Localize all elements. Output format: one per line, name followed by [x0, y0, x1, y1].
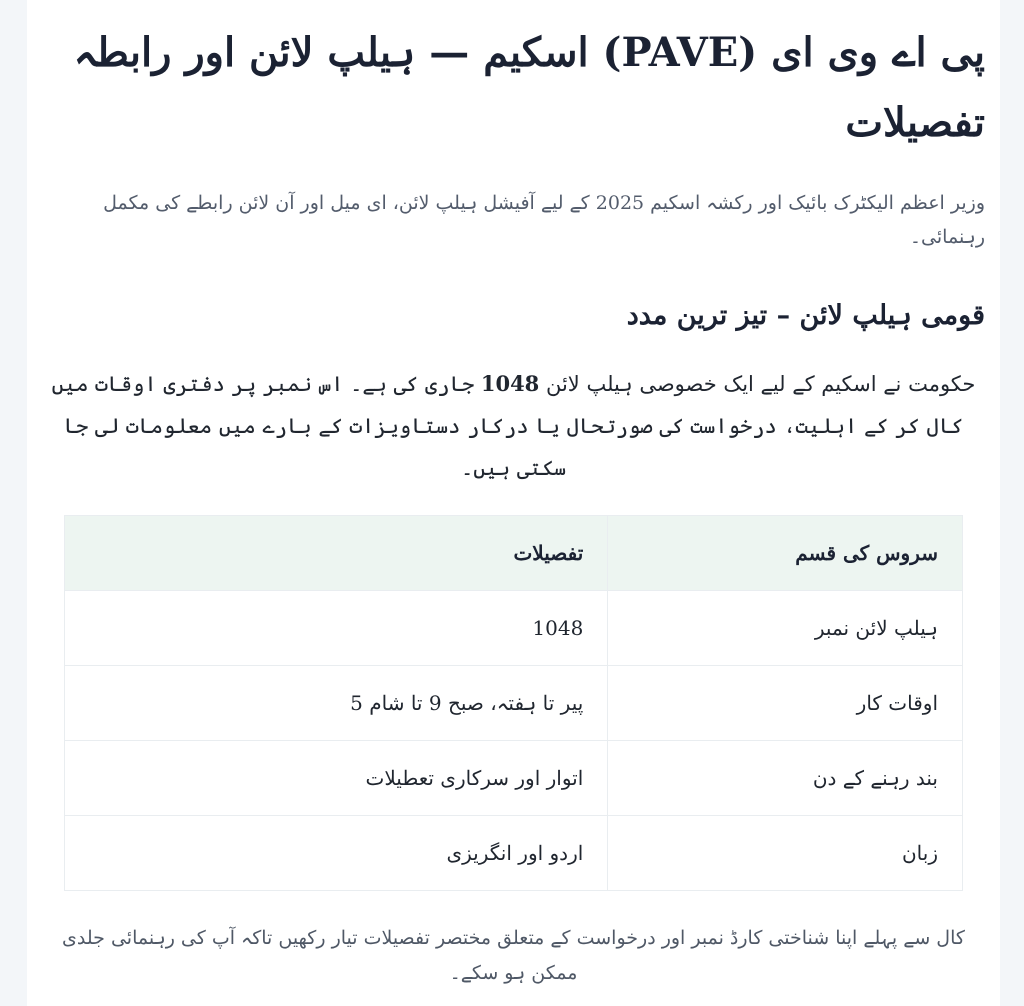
column-header-service-type: سروس کی قسم	[608, 516, 963, 591]
table-row	[65, 591, 963, 666]
article-page	[27, 0, 1000, 1006]
table-body	[65, 591, 963, 891]
intro-text-before: حکومت نے اسکیم کے لیے ایک خصوصی ہیلپ لائن	[539, 372, 976, 397]
row-label-closed-days: بند رہنے کے دن	[608, 741, 963, 816]
row-label-working-hours: اوقات کار	[608, 666, 963, 741]
column-header-details: تفصیلات	[65, 516, 608, 591]
table-header	[65, 516, 963, 591]
row-label-language: زبان	[608, 816, 963, 891]
table-header-row	[65, 516, 963, 591]
footer-note: کال سے پہلے اپنا شناختی کارڈ نمبر اور درخواست کے متعلق مختصر تفصیلات تیار رکھیں تاکہ آپ کی رہنمائی جلدی ممکن ہو سکے۔	[62, 927, 965, 984]
helpline-number-highlight: 1048	[480, 371, 540, 397]
page-subtitle: وزیر اعظم الیکٹرک بائیک اور رکشہ اسکیم 2025 کے لیے آفیشل ہیلپ لائن، ای میل اور آن لائن رابطے کی مکمل رہنمائی۔	[103, 192, 985, 249]
row-value-working-hours: پیر تا ہفتہ، صبح 9 تا شام 5	[65, 666, 608, 741]
table-row	[65, 816, 963, 891]
row-value-helpline-number: 1048	[65, 591, 608, 666]
table-row	[65, 741, 963, 816]
article-content	[27, 0, 1000, 1006]
helpline-details-table	[64, 515, 963, 891]
row-value-language: اردو اور انگریزی	[65, 816, 608, 891]
intro-text-after: جاری کی ہے۔ اس نمبر پر دفتری اوقات میں کال کر کے اہلیت، درخواست کی صورتحال یا درکار دستاویزات کے بارے میں معلومات لی جا سکتی ہیں۔	[51, 372, 964, 481]
row-value-closed-days: اتوار اور سرکاری تعطیلات	[65, 741, 608, 816]
intro-paragraph	[42, 363, 985, 489]
page-title: پی اے وی ای (PAVE) اسکیم — ہیلپ لائن اور رابطہ تفصیلات	[73, 29, 985, 146]
row-label-helpline-number: ہیلپ لائن نمبر	[608, 591, 963, 666]
table-row	[65, 666, 963, 741]
section-heading-national-helpline: قومی ہیلپ لائن – تیز ترین مدد	[626, 300, 985, 332]
